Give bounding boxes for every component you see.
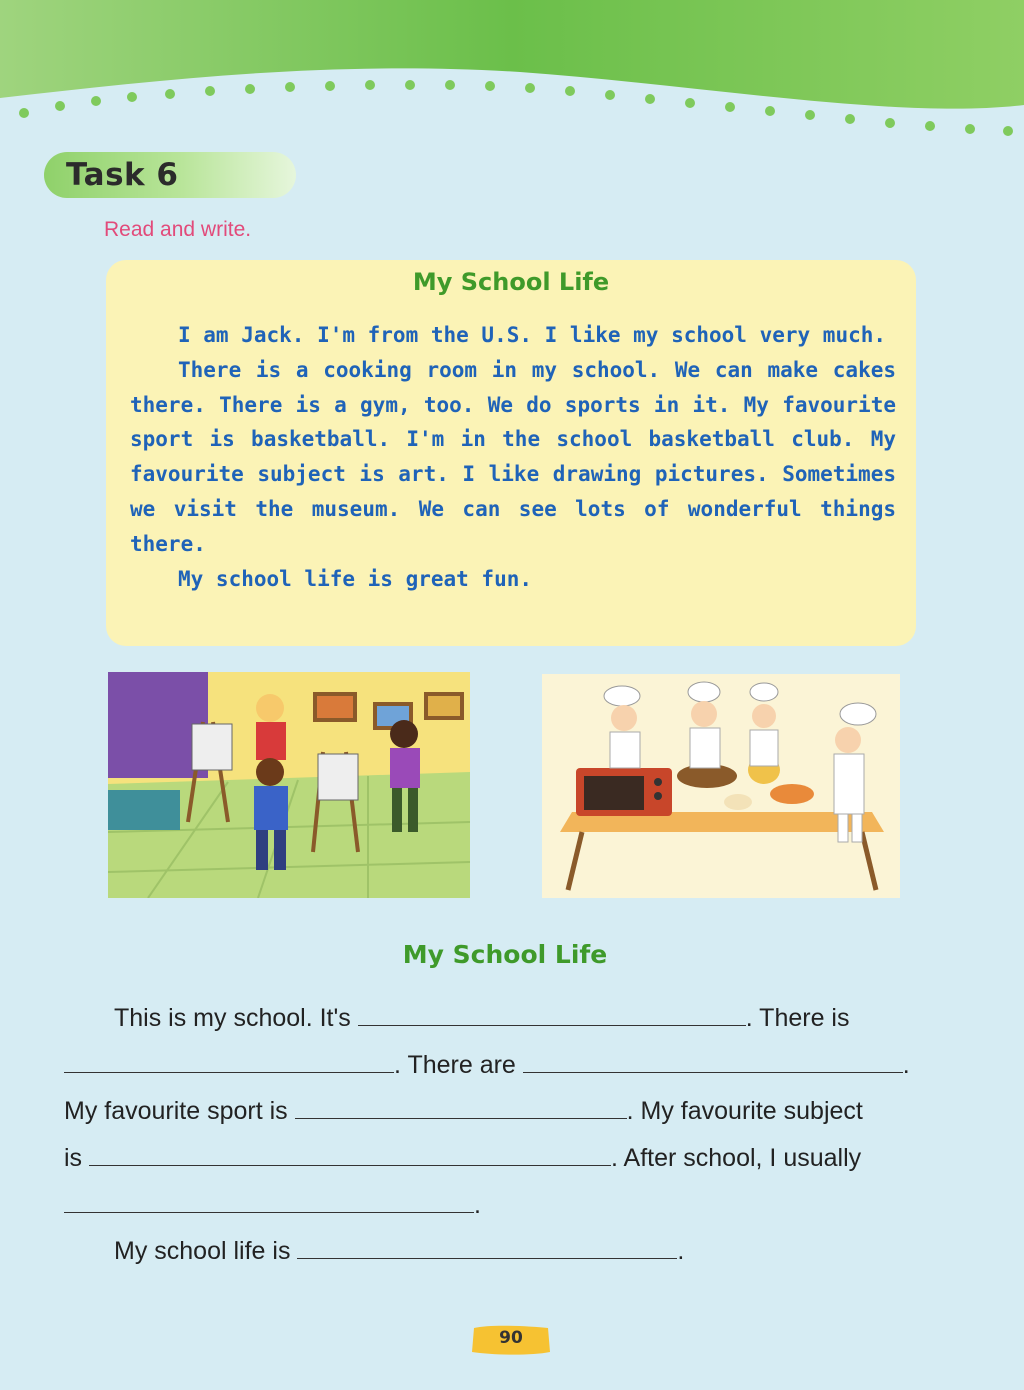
cooking-class-illustration <box>542 674 900 898</box>
writing-line-3-start: My favourite sport is <box>64 1097 288 1125</box>
reading-paragraph-1: I am Jack. I'm from the U.S. I like my school very much. <box>178 323 887 347</box>
writing-title: My School Life <box>402 940 608 969</box>
answer-blank-7[interactable] <box>297 1236 677 1259</box>
answer-blank-3[interactable] <box>523 1050 903 1073</box>
writing-line-6-end: . <box>677 1237 685 1265</box>
answer-blank-1[interactable] <box>358 1003 746 1026</box>
writing-line-3-end: . My favourite subject <box>626 1097 863 1125</box>
writing-line-4-start: is <box>64 1144 83 1172</box>
answer-blank-6[interactable] <box>64 1190 474 1213</box>
answer-blank-4[interactable] <box>295 1096 627 1119</box>
answer-blank-2[interactable] <box>64 1050 394 1073</box>
writing-line-2-end: . <box>902 1051 910 1079</box>
reading-paragraph-3: My school life is great fun. <box>178 566 533 591</box>
writing-line-1-start: This is my school. It's <box>114 1004 351 1032</box>
writing-line-3 <box>64 1096 863 1126</box>
reading-paragraph-2: There is a cooking room in my school. We can make cakes there. There is a gym, too. We do sports in it. My favourite sport is basketball. I'm in the school basketball club. My favourite subject is art. I like drawing pictures. Sometimes we visit the museum. We can see lots of wonderful things there. <box>130 357 896 556</box>
instruction-text: Read and write. <box>104 218 252 241</box>
reading-title: My School Life <box>412 268 610 296</box>
art-class-illustration <box>108 672 470 898</box>
header-banner <box>0 0 1024 160</box>
writing-line-2-start: . There are <box>394 1051 516 1079</box>
writing-line-5 <box>64 1190 481 1220</box>
writing-line-4 <box>64 1143 861 1173</box>
answer-blank-5[interactable] <box>89 1143 611 1166</box>
task-label: Task 6 <box>66 157 179 193</box>
writing-line-2 <box>64 1050 910 1080</box>
writing-line-6-start: My school life is <box>114 1237 291 1265</box>
writing-line-1 <box>114 1003 849 1033</box>
writing-line-5-end: . <box>474 1191 481 1219</box>
writing-line-4-end: . After school, I usually <box>611 1144 862 1172</box>
page-number: 90 <box>499 1328 523 1348</box>
writing-line-1-end: . There is <box>745 1004 850 1032</box>
writing-line-6 <box>114 1236 684 1266</box>
reading-passage <box>130 318 896 596</box>
